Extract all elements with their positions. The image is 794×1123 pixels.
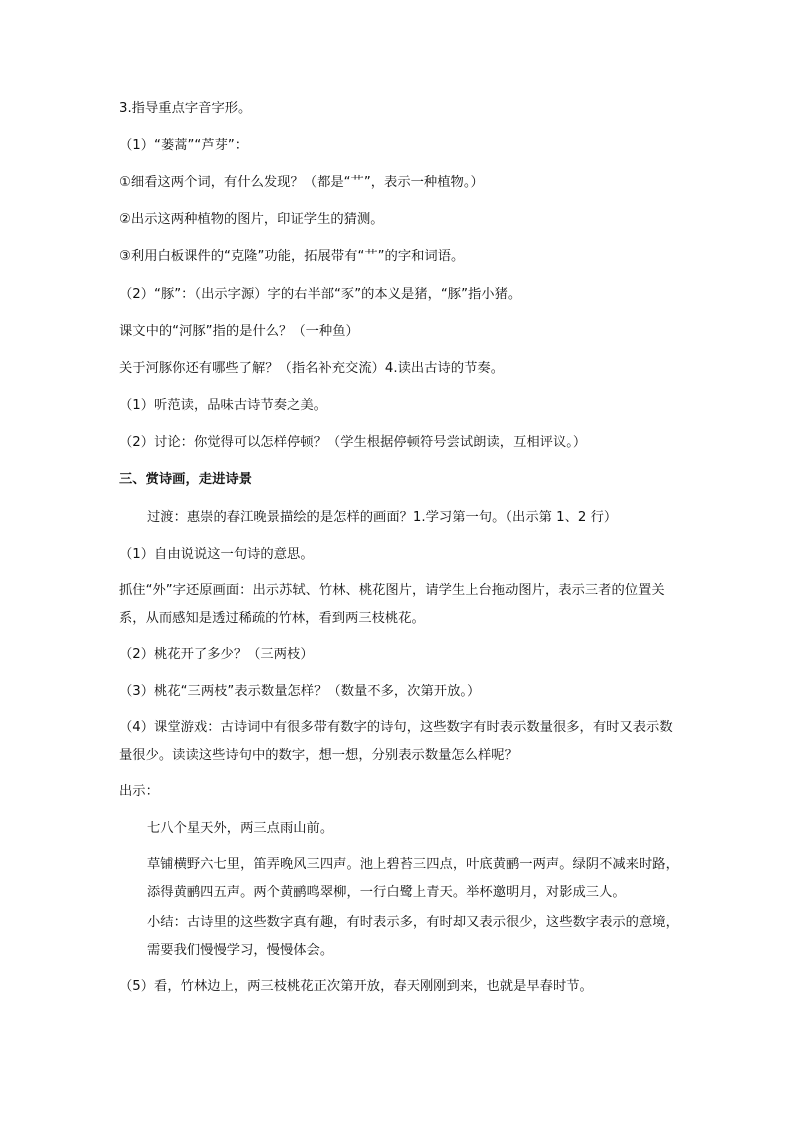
section-3-heading: 三、赏诗画，走进诗景 <box>119 472 252 487</box>
item-3-quantity: （3）桃花“三两枝”表示数量怎样？（数量不多，次第开放。） <box>119 684 481 699</box>
item-2-tun: （2）“豚”：（出示字源）字的右半部“豕”的本义是猪，“豚”指小猪。 <box>119 287 522 302</box>
poem-lines-2: 草铺横野六七里，笛弄晚风三四声。池上碧苔三四点，叶底黄鹂一两声。绿阴不减来时路，添得黄鹂四五声。两个黄鹂鸣翠柳，一行白鹭上青天。举杯邀明月，对影成三人。 <box>147 857 679 900</box>
step-3-heading: 3.指导重点字音字形。 <box>119 101 252 116</box>
item-2-how-many: （2）桃花开了多少？（三两枝） <box>119 647 314 662</box>
item-1-meaning: （1）自由说说这一句诗的意思。 <box>119 547 314 562</box>
item-2-discuss: （2）讨论：你觉得可以怎样停顿？（学生根据停顿符号尝试朗读，互相评议。） <box>119 435 587 450</box>
point-3-clone: ③利用白板课件的“克隆”功能，拓展带有“艹”的字和词语。 <box>119 249 465 264</box>
item-1-listen: （1）听范读，品味古诗节奏之美。 <box>119 398 327 413</box>
item-4-game: （4）课堂游戏：古诗词中有很多带有数字的诗句，这些数字有时表示数量很多，有时又表示数量很少。读读这些诗句中的数字，想一想，分别表示数量怎么样呢？ <box>119 720 673 763</box>
summary-paragraph: 小结：古诗里的这些数字真有趣，有时表示多，有时却又表示很少，这些数字表示的意境，需要我们慢慢学习，慢慢体会。 <box>147 915 679 958</box>
paragraph-wai: 抓住“外”字还原画面：出示苏轼、竹林、桃花图片，请学生上台拖动图片，表示三者的位置关系，从而感知是透过稀疏的竹林，看到两三枝桃花。 <box>119 583 665 626</box>
show-label: 出示： <box>119 784 159 799</box>
question-hetun-more: 关于河豚你还有哪些了解？（指名补充交流）4.读出古诗的节奏。 <box>119 361 504 376</box>
transition-paragraph: 过渡：惠崇的春江晚景描绘的是怎样的画面？1.学习第一句。（出示第 1、2 行） <box>147 510 618 525</box>
point-1-observe: ①细看这两个词，有什么发现？（都是“艹”，表示一种植物。） <box>119 175 484 190</box>
item-1-louhao-luya: （1）“蒌蒿”“芦芽”： <box>119 138 249 153</box>
point-2-pictures: ②出示这两种植物的图片，印证学生的猜测。 <box>119 212 384 227</box>
question-hetun: 课文中的“河豚”指的是什么？（一种鱼） <box>119 324 359 339</box>
poem-line-1: 七八个星天外，两三点雨山前。 <box>147 821 334 836</box>
item-5-look: （5）看，竹林边上，两三枝桃花正次第开放，春天刚刚到来，也就是早春时节。 <box>119 979 593 994</box>
